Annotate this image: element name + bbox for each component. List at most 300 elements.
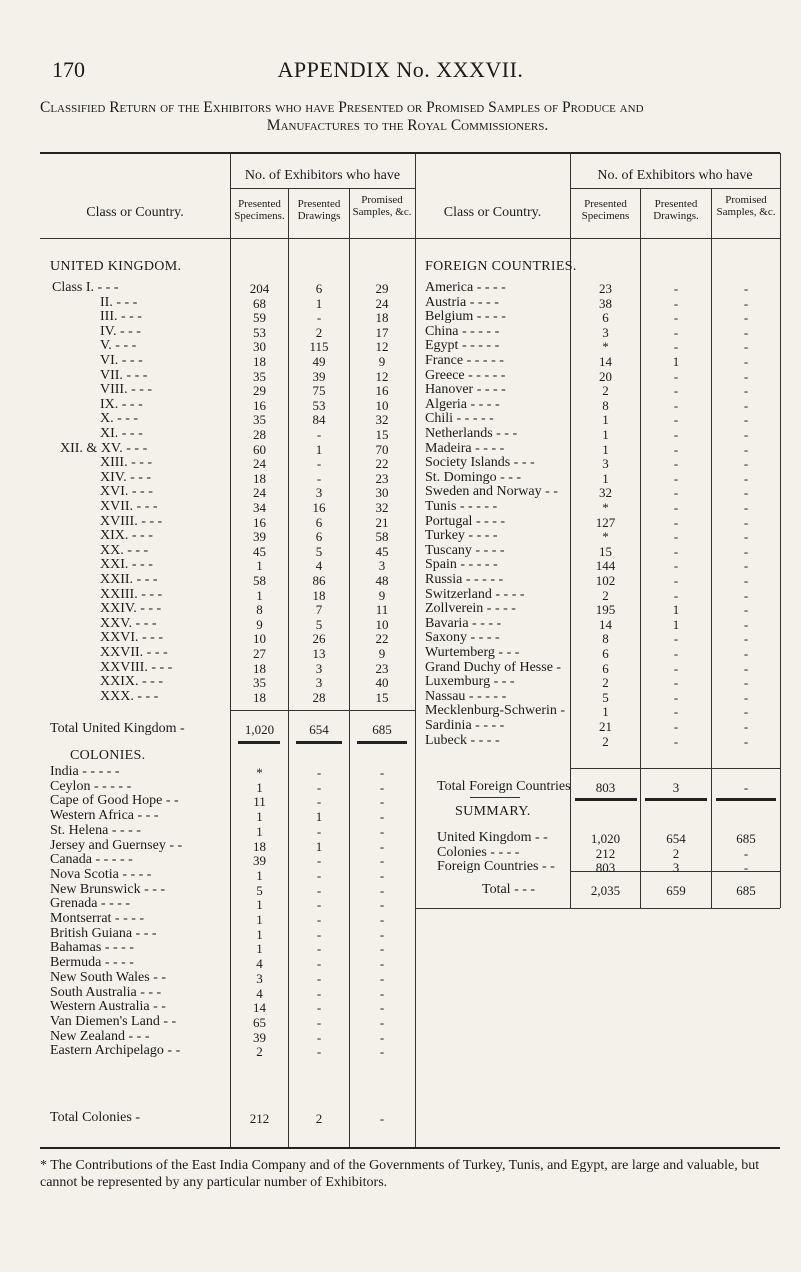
row-cell-draw: - — [673, 500, 679, 515]
row-label: Tuscany - - - - — [425, 542, 505, 558]
row-cell-prom: 23 — [375, 660, 389, 676]
total-united-kingdom-drawings: 654 — [309, 722, 329, 737]
row-cell-prom: 40 — [375, 675, 389, 691]
row-cell-prom: - — [379, 941, 385, 957]
row-cell-spec: 18 — [253, 470, 266, 486]
row-cell-spec: 3 — [602, 456, 609, 472]
row-cell-spec: 1 — [256, 809, 263, 825]
row-label: Austria - - - - — [425, 294, 499, 310]
row-label: XII. & XV. - - - — [60, 440, 148, 456]
row-cell-prom: - — [743, 719, 749, 734]
row-cell-prom: 29 — [375, 281, 389, 296]
row-cell-draw: - — [673, 397, 679, 413]
divider — [40, 238, 415, 239]
row-label: New Brunswick - - - — [50, 881, 166, 897]
row-label: America - - - - — [425, 280, 506, 295]
row-cell-spec: 27 — [253, 646, 266, 661]
row-label: Luxemburg - - - — [425, 674, 515, 690]
row-cell-spec: 1 — [256, 941, 263, 957]
row-cell-spec: 34 — [253, 500, 266, 515]
row-label: Colonies - - - - — [437, 844, 520, 860]
row-cell-spec: * — [256, 765, 263, 780]
row-cell-draw: - — [673, 470, 679, 486]
row-label: XXII. - - - — [100, 572, 158, 587]
row-cell-draw: 7 — [315, 602, 323, 618]
row-cell-spec: 195 — [595, 602, 616, 618]
page-heading: APPENDIX No. XXXVII. — [277, 57, 524, 82]
row-cell-draw: - — [673, 441, 679, 457]
row-label: XI. - - - — [100, 426, 143, 441]
row-cell-draw: - — [673, 427, 679, 442]
row-label: Algeria - - - - — [425, 396, 500, 412]
row-label: XX. - - - — [100, 542, 149, 558]
divider — [780, 153, 781, 908]
row-cell-draw: 26 — [312, 631, 326, 647]
total-underline — [296, 741, 342, 744]
total-foreign-label: Total Foreign Countries — [437, 779, 571, 794]
summary-total-promised: 685 — [736, 883, 756, 898]
row-cell-prom: - — [379, 809, 385, 825]
row-cell-prom: - — [743, 646, 749, 661]
row-cell-prom: 30 — [375, 485, 389, 501]
row-cell-prom: - — [743, 514, 749, 530]
row-label: VII. - - - — [100, 367, 148, 383]
row-label: Mecklenburg-Schwerin - — [425, 703, 566, 719]
row-cell-prom: - — [743, 675, 749, 691]
column-header-promised-samples-right: Promised Samples, &c. — [716, 194, 776, 218]
total-foreign-promised: - — [743, 780, 749, 795]
row-label: Saxony - - - - — [425, 630, 500, 646]
row-cell-draw: 2 — [672, 845, 680, 861]
row-label: Russia - - - - - — [425, 572, 504, 587]
row-label: Canada - - - - - — [50, 852, 133, 868]
row-label: Sardinia - - - - — [425, 718, 505, 733]
row-cell-prom: - — [743, 631, 749, 647]
row-cell-spec: * — [602, 339, 609, 355]
row-cell-prom: 23 — [375, 470, 389, 486]
row-label: XXVIII. - - - — [100, 659, 173, 675]
row-cell-spec: 803 — [595, 860, 616, 875]
row-cell-spec: 1 — [602, 427, 609, 442]
row-cell-prom: 10 — [375, 616, 389, 632]
row-cell-prom: - — [743, 704, 749, 720]
row-cell-prom: 16 — [375, 383, 389, 399]
total-foreign-drawings: 3 — [672, 780, 680, 795]
column-header-presented-specimens-right: Presented Specimens — [581, 198, 630, 222]
row-cell-prom: - — [743, 339, 749, 355]
row-cell-prom: 9 — [378, 646, 386, 661]
divider — [570, 188, 780, 189]
row-cell-draw: 16 — [312, 500, 326, 515]
row-cell-prom: 22 — [375, 456, 389, 472]
row-label: Cape of Good Hope - - — [50, 793, 179, 809]
row-label: Chili - - - - - — [425, 411, 494, 427]
row-cell-spec: 1 — [256, 779, 263, 795]
total-united-kingdom-specimens: 1,020 — [244, 722, 275, 737]
row-label: St. Domingo - - - — [425, 469, 522, 485]
row-label: XVIII. - - - — [100, 513, 163, 529]
row-cell-spec: 35 — [253, 368, 266, 384]
row-cell-spec: 38 — [599, 295, 612, 311]
row-cell-draw: 6 — [315, 514, 323, 530]
total-colonies-promised: - — [379, 1111, 385, 1126]
row-cell-spec: 1 — [256, 897, 263, 913]
row-cell-spec: 11 — [253, 794, 266, 810]
row-label: Van Diemen's Land - - — [50, 1013, 177, 1029]
row-cell-prom: - — [743, 845, 749, 861]
divider — [230, 188, 415, 189]
row-cell-prom: - — [743, 587, 749, 603]
row-label: IX. - - - — [100, 396, 143, 412]
row-cell-prom: - — [379, 882, 385, 898]
row-cell-prom: - — [743, 616, 749, 632]
row-label: XXIII. - - - — [100, 586, 163, 602]
row-cell-prom: 21 — [375, 514, 389, 530]
row-cell-spec: 3 — [602, 324, 609, 340]
row-cell-spec: 39 — [253, 1029, 266, 1045]
row-cell-spec: 58 — [253, 573, 266, 588]
row-cell-spec: * — [602, 500, 609, 515]
row-cell-spec: 39 — [253, 529, 266, 545]
row-cell-prom: 70 — [375, 441, 389, 457]
row-label: Portugal - - - - — [425, 513, 506, 529]
row-cell-spec: 1,020 — [590, 831, 621, 846]
row-cell-spec: 39 — [253, 853, 266, 869]
row-cell-prom: 24 — [375, 295, 389, 311]
row-cell-prom: 48 — [375, 573, 389, 588]
row-cell-draw: - — [316, 941, 322, 957]
row-cell-draw: - — [673, 281, 679, 296]
total-united-kingdom-label: Total United Kingdom - — [50, 721, 185, 736]
row-cell-spec: 1 — [602, 704, 609, 720]
divider — [415, 908, 780, 909]
row-cell-prom: - — [379, 970, 385, 986]
row-cell-draw: - — [673, 675, 679, 691]
row-label: Ceylon - - - - - — [50, 778, 132, 794]
row-cell-draw: 75 — [312, 383, 326, 399]
row-cell-draw: - — [673, 631, 679, 647]
row-cell-draw: - — [673, 324, 679, 340]
column-header-presented-drawings: Presented Drawings — [297, 198, 341, 222]
row-label: XXIV. - - - — [100, 601, 162, 617]
row-cell-spec: 35 — [253, 675, 266, 691]
row-cell-spec: 18 — [253, 354, 266, 369]
row-label: Sweden and Norway - - — [425, 484, 558, 500]
row-cell-spec: 144 — [595, 558, 616, 574]
row-cell-draw: 84 — [312, 412, 326, 428]
row-cell-draw: - — [673, 733, 679, 749]
row-cell-draw: 3 — [672, 860, 680, 875]
row-cell-spec: 2 — [256, 1044, 263, 1060]
row-cell-spec: 5 — [602, 689, 609, 705]
row-cell-prom: - — [743, 310, 749, 326]
row-cell-prom: - — [743, 500, 749, 515]
total-united-kingdom-promised: 685 — [372, 722, 392, 737]
row-cell-spec: 9 — [256, 616, 263, 632]
row-label: Madeira - - - - — [425, 440, 505, 456]
column-header-presented-specimens: Presented Specimens. — [234, 198, 285, 222]
row-cell-draw: 1 — [672, 602, 680, 618]
row-cell-draw: 6 — [315, 281, 323, 296]
row-cell-prom: - — [743, 441, 749, 457]
row-cell-spec: 45 — [253, 543, 266, 559]
row-label: Nassau - - - - - — [425, 688, 507, 704]
row-cell-prom: - — [743, 689, 749, 705]
row-cell-spec: 6 — [602, 660, 609, 676]
row-cell-prom: - — [379, 779, 385, 795]
row-cell-prom: - — [379, 823, 385, 839]
row-cell-spec: 6 — [602, 310, 609, 326]
row-cell-prom: - — [379, 912, 385, 927]
row-cell-prom: - — [379, 853, 385, 869]
row-cell-prom: 10 — [375, 397, 389, 413]
row-label: X. - - - — [100, 411, 139, 427]
row-cell-prom: - — [743, 485, 749, 501]
summary-total-label: Total - - - — [482, 882, 536, 897]
row-cell-draw: - — [316, 956, 322, 972]
row-label: Lubeck - - - - — [425, 732, 500, 748]
row-cell-spec: 6 — [602, 646, 609, 661]
row-cell-prom: 18 — [375, 310, 389, 326]
row-cell-spec: 21 — [599, 719, 612, 734]
row-cell-draw: - — [673, 295, 679, 311]
row-cell-draw: 1 — [672, 354, 680, 369]
row-cell-prom: - — [743, 660, 749, 676]
divider — [571, 768, 780, 769]
row-cell-prom: - — [379, 956, 385, 972]
row-cell-prom: - — [743, 295, 749, 311]
row-label: Society Islands - - - — [425, 455, 535, 471]
row-cell-draw: - — [316, 882, 322, 898]
row-cell-prom: - — [379, 1000, 385, 1016]
row-cell-draw: - — [316, 897, 322, 913]
row-cell-draw: - — [673, 339, 679, 355]
row-cell-prom: - — [379, 794, 385, 810]
row-cell-spec: 102 — [595, 573, 616, 588]
row-label: New Zealand - - - — [50, 1028, 150, 1044]
row-cell-prom: 58 — [375, 529, 389, 545]
row-label: Grand Duchy of Hesse - — [425, 659, 562, 675]
row-cell-prom: - — [743, 456, 749, 472]
row-cell-draw: 86 — [312, 573, 326, 588]
row-label: Nova Scotia - - - - — [50, 866, 152, 882]
row-cell-prom: 45 — [375, 543, 389, 559]
row-label: Class I. - - - — [52, 280, 119, 295]
row-cell-prom: - — [743, 412, 749, 428]
row-cell-prom: 32 — [375, 500, 389, 515]
row-cell-prom: - — [743, 368, 749, 384]
row-cell-draw: 49 — [312, 354, 326, 369]
row-label: Switzerland - - - - — [425, 586, 525, 602]
row-cell-prom: - — [379, 765, 385, 780]
row-cell-draw: - — [673, 456, 679, 472]
row-cell-spec: 1 — [602, 441, 609, 457]
row-label: XXVII. - - - — [100, 645, 168, 660]
row-label: Turkey - - - - — [425, 528, 498, 544]
section-heading-united-kingdom: UNITED KINGDOM. — [50, 259, 182, 274]
row-cell-spec: 4 — [256, 985, 263, 1001]
row-cell-prom: - — [379, 1044, 385, 1060]
table-bottom-rule — [40, 1147, 780, 1149]
row-cell-spec: 14 — [599, 616, 612, 632]
column-header-promised-samples: Promised Samples, &c. — [352, 194, 412, 218]
row-label: Bahamas - - - - — [50, 940, 134, 956]
row-label: Greece - - - - - — [425, 367, 506, 383]
row-cell-draw: - — [316, 1044, 322, 1060]
row-cell-prom: - — [379, 1014, 385, 1030]
row-cell-prom: - — [379, 1029, 385, 1045]
row-cell-spec: 30 — [253, 339, 266, 355]
row-cell-spec: * — [602, 529, 609, 545]
total-underline — [357, 741, 407, 744]
row-cell-prom: 12 — [375, 368, 389, 384]
row-label: IV. - - - — [100, 323, 141, 339]
row-cell-spec: 18 — [253, 838, 266, 854]
row-cell-spec: 2 — [602, 675, 609, 691]
row-cell-prom: - — [743, 733, 749, 749]
row-cell-draw: - — [316, 926, 322, 942]
row-cell-draw: - — [316, 912, 322, 927]
row-cell-prom: 15 — [375, 689, 389, 705]
row-label: Bavaria - - - - — [425, 615, 502, 631]
row-cell-spec: 4 — [256, 956, 263, 972]
row-label: VI. - - - — [100, 353, 143, 368]
row-cell-spec: 1 — [256, 587, 263, 603]
row-cell-spec: 15 — [599, 543, 612, 559]
row-cell-draw: - — [316, 1029, 322, 1045]
row-label: II. - - - — [100, 294, 138, 310]
row-cell-draw: 28 — [312, 689, 326, 705]
row-cell-prom: - — [379, 985, 385, 1001]
row-cell-prom: - — [379, 897, 385, 913]
summary-total-drawings: 659 — [666, 883, 686, 898]
row-cell-prom: 12 — [375, 339, 389, 355]
row-cell-spec: 53 — [253, 324, 266, 340]
row-cell-prom: - — [743, 529, 749, 545]
row-label: XXIX. - - - — [100, 674, 163, 690]
row-cell-draw: - — [673, 529, 679, 545]
row-cell-prom: - — [379, 838, 385, 854]
row-cell-draw: - — [673, 310, 679, 326]
row-cell-prom: - — [743, 558, 749, 574]
row-cell-spec: 1 — [602, 470, 609, 486]
row-cell-prom: - — [379, 926, 385, 942]
row-cell-spec: 10 — [253, 631, 266, 647]
row-cell-draw: 1 — [315, 838, 323, 854]
row-label: Bermuda - - - - — [50, 955, 134, 971]
row-cell-draw: - — [673, 573, 679, 588]
row-cell-draw: - — [673, 689, 679, 705]
row-cell-prom: - — [743, 383, 749, 399]
row-label: V. - - - — [100, 338, 137, 354]
section-heading-foreign-countries: FOREIGN COUNTRIES. — [425, 259, 577, 274]
row-cell-spec: 8 — [602, 397, 609, 413]
total-underline — [716, 798, 776, 801]
row-label: XVI. - - - — [100, 484, 153, 500]
row-cell-draw: - — [316, 867, 322, 883]
title-line-1: Classified Return of the Exhibitors who have Presented or Promised Samples of Produce and — [40, 99, 644, 116]
row-cell-prom: - — [743, 324, 749, 340]
row-cell-spec: 8 — [256, 602, 263, 618]
row-cell-draw: 4 — [315, 558, 323, 574]
row-cell-draw: 3 — [315, 660, 323, 676]
row-cell-draw: - — [316, 779, 322, 795]
row-label: XXI. - - - — [100, 557, 153, 573]
total-colonies-specimens: 212 — [249, 1111, 270, 1126]
row-label: United Kingdom - - — [437, 830, 548, 845]
row-cell-draw: 115 — [309, 339, 329, 355]
row-cell-spec: 2 — [602, 587, 609, 603]
row-cell-spec: 1 — [602, 412, 609, 428]
row-label: Foreign Countries - - — [437, 859, 555, 874]
row-cell-draw: - — [316, 456, 322, 472]
row-cell-draw: 5 — [315, 616, 323, 632]
row-cell-draw: - — [673, 646, 679, 661]
row-label: Netherlands - - - — [425, 426, 518, 441]
row-cell-spec: 65 — [253, 1014, 266, 1030]
row-cell-spec: 127 — [595, 514, 616, 530]
row-cell-draw: - — [316, 765, 322, 780]
row-cell-spec: 8 — [602, 631, 609, 647]
group-header-right: No. of Exhibitors who have — [597, 168, 753, 183]
row-label: Western Australia - - — [50, 999, 166, 1015]
row-cell-spec: 68 — [253, 295, 266, 311]
row-cell-spec: 1 — [256, 558, 263, 574]
total-foreign-specimens: 803 — [595, 780, 616, 795]
row-cell-draw: 39 — [312, 368, 326, 384]
row-label: India - - - - - — [50, 764, 120, 779]
row-cell-prom: 15 — [375, 427, 389, 442]
row-cell-draw: 6 — [315, 529, 323, 545]
row-cell-prom: - — [743, 354, 749, 369]
row-cell-draw: - — [673, 587, 679, 603]
title-line-2: Manufactures to the Royal Commissioners. — [266, 117, 549, 134]
row-cell-spec: 28 — [253, 427, 266, 442]
row-cell-draw: - — [673, 412, 679, 428]
row-cell-spec: 18 — [253, 660, 266, 676]
row-label: Jersey and Guernsey - - — [50, 837, 183, 853]
row-cell-prom: - — [743, 470, 749, 486]
row-label: Wurtemberg - - - — [425, 645, 520, 660]
row-cell-spec: 20 — [599, 368, 612, 384]
summary-divider — [470, 797, 520, 798]
row-cell-prom: - — [743, 860, 749, 875]
row-cell-draw: - — [673, 485, 679, 501]
row-cell-draw: 3 — [315, 485, 323, 501]
row-cell-draw: 53 — [312, 397, 326, 413]
row-label: XXVI. - - - — [100, 630, 163, 646]
page-number: 170 — [52, 57, 85, 82]
divider — [231, 710, 415, 711]
row-cell-spec: 16 — [253, 514, 266, 530]
row-cell-prom: - — [743, 573, 749, 588]
row-cell-draw: - — [316, 823, 322, 839]
summary-total-specimens: 2,035 — [590, 883, 621, 898]
section-heading-summary: SUMMARY. — [455, 804, 531, 819]
row-cell-draw: - — [316, 1000, 322, 1016]
row-cell-draw: - — [673, 383, 679, 399]
row-label: XIII. - - - — [100, 455, 153, 471]
row-label: Egypt - - - - - — [425, 338, 500, 354]
section-heading-colonies: COLONIES. — [70, 748, 146, 763]
row-cell-prom: 9 — [378, 354, 386, 369]
total-colonies-drawings: 2 — [315, 1111, 323, 1126]
row-label: Eastern Archipelago - - — [50, 1043, 181, 1059]
row-cell-prom: 685 — [736, 831, 756, 846]
row-cell-draw: - — [316, 310, 322, 326]
row-cell-prom: 3 — [378, 558, 386, 574]
row-cell-spec: 2 — [602, 383, 609, 399]
